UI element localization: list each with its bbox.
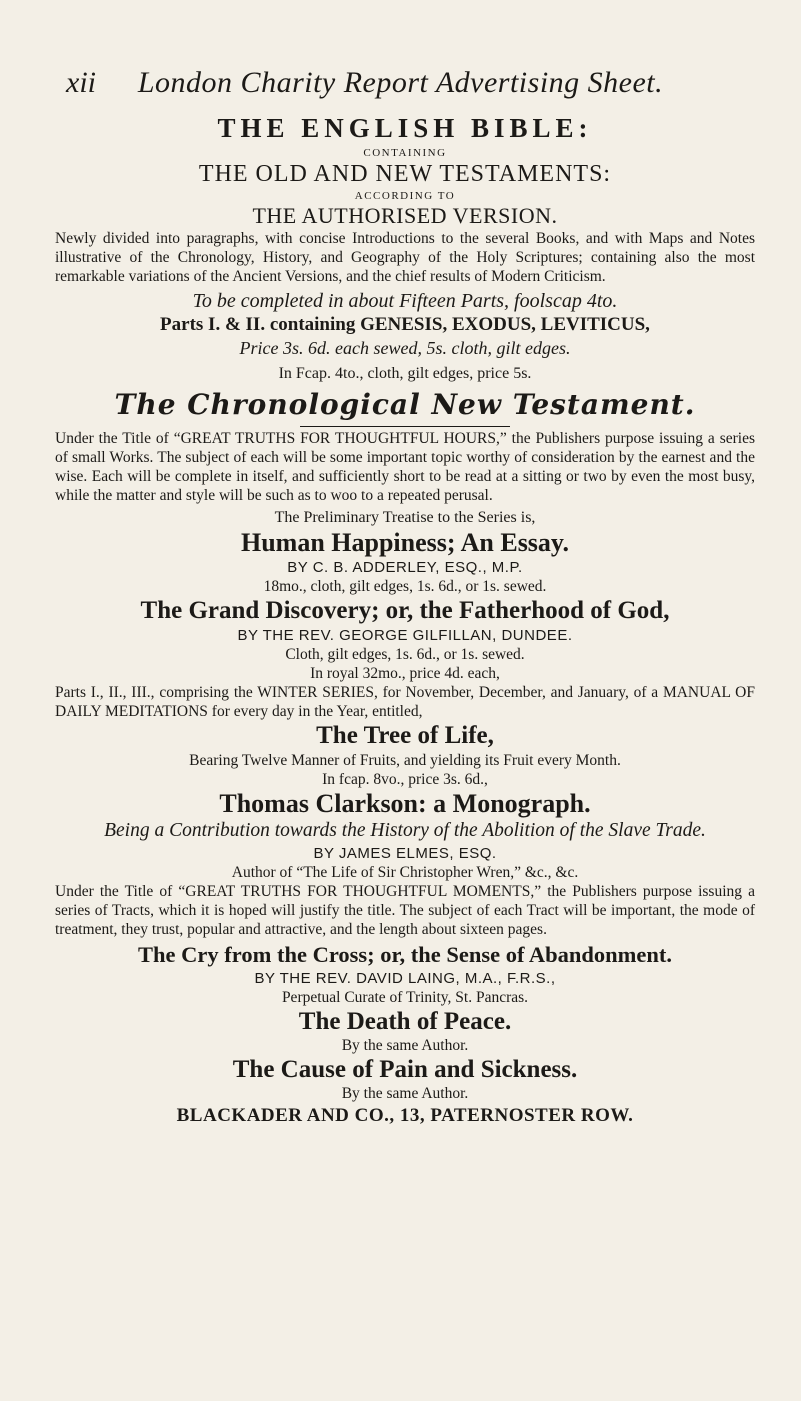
gilfillan-author: BY THE REV. GEORGE GILFILLAN, DUNDEE. — [237, 627, 573, 644]
divider — [300, 426, 510, 427]
adderley-author: BY C. B. ADDERLEY, ESQ., M.P. — [287, 559, 523, 576]
clarkson-title: Thomas Clarkson: a Monograph. — [219, 789, 591, 818]
chronological-format: In Fcap. 4to., cloth, gilt edges, price 5s. — [278, 365, 532, 382]
same-author-note: By the same Author. — [341, 1037, 469, 1054]
testaments-heading: THE OLD AND NEW TESTAMENTS: — [198, 161, 612, 187]
series-intro: Under the Title of “GREAT TRUTHS FOR THOUGHTFUL HOURS,” the Publishers purpose issuing a series of small Works. The subject of each will be some important topic worthy of consideration by the earnest and the wise. Each will be complete in itself, and sufficiently short to be read at a sitting or two by even the most busy, while the matter and style will be such as to woo to a repeated perusal. — [55, 430, 755, 504]
page-content — [55, 112, 755, 1129]
bible-price: Price 3s. 6d. each sewed, 5s. cloth, gilt edges. — [239, 338, 571, 358]
page-number: xii — [66, 66, 96, 99]
publisher-imprint: BLACKADER AND CO., 13, PATERNOSTER ROW. — [176, 1105, 634, 1126]
laing-author: BY THE REV. DAVID LAING, M.A., F.R.S., — [254, 970, 556, 987]
according-to-label: ACCORDING TO — [354, 190, 456, 202]
tracts-intro: Under the Title of “GREAT TRUTHS FOR THOUGHTFUL MOMENTS,” the Publishers purpose issuing a series of Tracts, which it is hoped will justify the title. The subject of each Tract will be important, the mode of treatment, they trust, popular and attractive, and the length about sixteen pages. — [55, 883, 755, 938]
chronological-title: The Chronological New Testament. — [114, 388, 696, 421]
parts-contents: Parts I. & II. containing GENESIS, EXODUS, LEVITICUS, — [160, 314, 650, 335]
human-happiness-format: 18mo., cloth, gilt edges, 1s. 6d., or 1s. sewed. — [263, 578, 547, 595]
clarkson-format: In fcap. 8vo., price 3s. 6d., — [322, 771, 488, 788]
elmes-author: BY JAMES ELMES, ESQ. — [313, 845, 497, 862]
tree-of-life-title: The Tree of Life, — [316, 722, 494, 749]
containing-label: CONTAINING — [363, 147, 447, 159]
running-title: London Charity Report Advertising Sheet. — [137, 66, 664, 99]
preliminary-note: The Preliminary Treatise to the Series is, — [274, 509, 536, 526]
completion-note: To be completed in about Fifteen Parts, foolscap 4to. — [192, 290, 618, 312]
cause-of-pain-title: The Cause of Pain and Sickness. — [232, 1056, 578, 1083]
thoughtful-moments-series — [55, 882, 755, 1103]
bible-title: THE ENGLISH BIBLE: — [217, 113, 593, 143]
version-heading: THE AUTHORISED VERSION. — [252, 203, 558, 228]
bible-description: Newly divided into paragraphs, with concise Introductions to the several Books, and with Maps and Notes illustrative of the Chronology, History, and Geography of the Holy Scriptures; containing also the most remarkable variations of the Ancient Versions, and the chief results of Modern Criticism. — [55, 230, 755, 285]
running-header — [0, 60, 801, 110]
same-author-note: By the same Author. — [341, 1085, 469, 1102]
human-happiness-title: Human Happiness; An Essay. — [240, 528, 569, 557]
elmes-author-note: Author of “The Life of Sir Christopher Wren,” &c., &c. — [231, 864, 579, 881]
chronological-testament-advertisement — [55, 364, 755, 427]
cry-from-cross-title: The Cry from the Cross; or, the Sense of Abandonment. — [138, 942, 672, 967]
thoughtful-hours-series — [55, 429, 755, 882]
bible-advertisement — [55, 112, 755, 360]
tree-of-life-description: Parts I., II., III., comprising the WINTER SERIES, for November, December, and January, of a MANUAL OF DAILY MEDITATIONS for every day in the Year, entitled, — [55, 684, 755, 720]
grand-discovery-title: The Grand Discovery; or, the Fatherhood of God, — [140, 597, 670, 624]
tree-of-life-subtitle: Bearing Twelve Manner of Fruits, and yielding its Fruit every Month. — [189, 752, 621, 769]
grand-discovery-price: Cloth, gilt edges, 1s. 6d., or 1s. sewed. — [285, 646, 525, 663]
tree-of-life-format: In royal 32mo., price 4d. each, — [310, 665, 500, 682]
laing-author-note: Perpetual Curate of Trinity, St. Pancras. — [281, 989, 529, 1006]
death-of-peace-title: The Death of Peace. — [298, 1008, 512, 1035]
clarkson-subtitle: Being a Contribution towards the History of the Abolition of the Slave Trade. — [104, 820, 706, 841]
